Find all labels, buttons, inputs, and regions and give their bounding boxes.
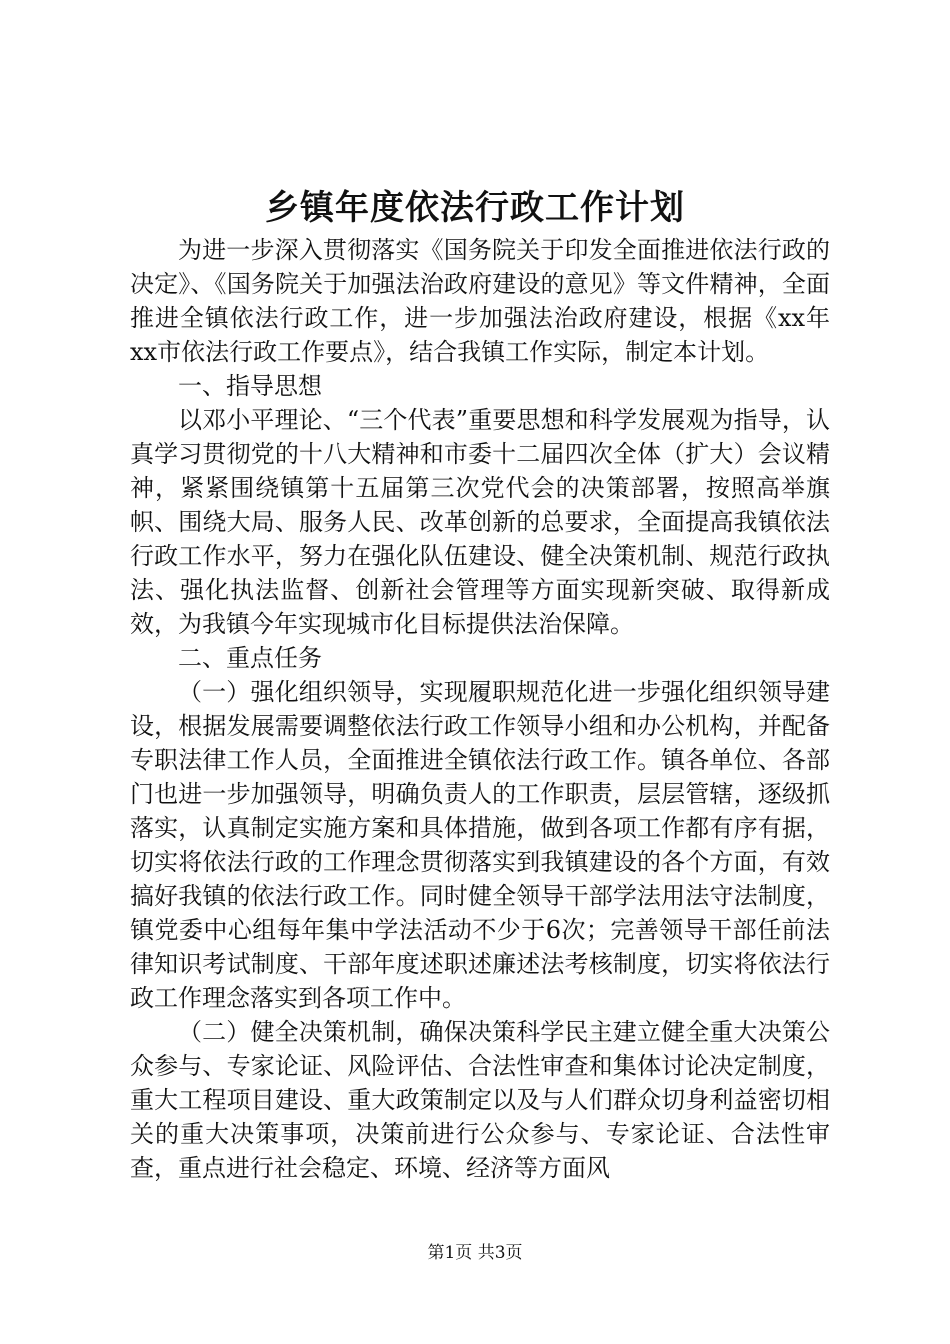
task-two-paragraph: （二）健全决策机制，确保决策科学民主建立健全重大决策公众参与、专家论证、风险评估、合法性审查和集体讨论决定制度，重大工程项目建设、重大政策制定以及与人们群众切身利益密切相关的重大决策事项，决策前进行公众参与、专家论证、合法性审查，重点进行社会稳定、环境、经济等方面风 [130, 1018, 830, 1182]
section-heading-guiding-ideology: 一、指导思想 [178, 372, 322, 400]
section-heading-key-tasks: 二、重点任务 [178, 644, 322, 672]
document-title: 乡镇年度依法行政工作计划 [265, 188, 685, 228]
intro-paragraph: 为进一步深入贯彻落实《国务院关于印发全面推进依法行政的决定》、《国务院关于加强法治政府建设的意见》等文件精神，全面推进全镇依法行政工作，进一步加强法治政府建设，根据《xx年xx市依法行政工作要点》，结合我镇工作实际，制定本计划。 [130, 236, 830, 366]
guiding-ideology-paragraph: 以邓小平理论、“三个代表”重要思想和科学发展观为指导，认真学习贯彻党的十八大精神和市委十二届四次全体（扩大）会议精神，紧紧围绕镇第十五届第三次党代会的决策部署，按照高举旗帜、围绕大局、服务人民、改革创新的总要求，全面提高我镇依法行政工作水平，努力在强化队伍建设、健全决策机制、规范行政执法、强化执法监督、创新社会管理等方面实现新突破、取得新成效，为我镇今年实现城市化目标提供法治保障。 [130, 406, 830, 638]
task-one-paragraph: （一）强化组织领导，实现履职规范化进一步强化组织领导建设，根据发展需要调整依法行政工作领导小组和办公机构，并配备专职法律工作人员，全面推进全镇依法行政工作。镇各单位、各部门也进一步加强领导，明确负责人的工作职责，层层管辖，逐级抓落实，认真制定实施方案和具体措施，做到各项工作都有序有据，切实将依法行政的工作理念贯彻落实到我镇建设的各个方面，有效搞好我镇的依法行政工作。同时健全领导干部学法用法守法制度，镇党委中心组每年集中学法活动不少于6次；完善领导干部任前法律知识考试制度、干部年度述职述廉述法考核制度，切实将依法行政工作理念落实到各项工作中。 [130, 678, 830, 1012]
page-footer: 第1页 共3页 [427, 1243, 523, 1263]
document-body [130, 233, 830, 1185]
